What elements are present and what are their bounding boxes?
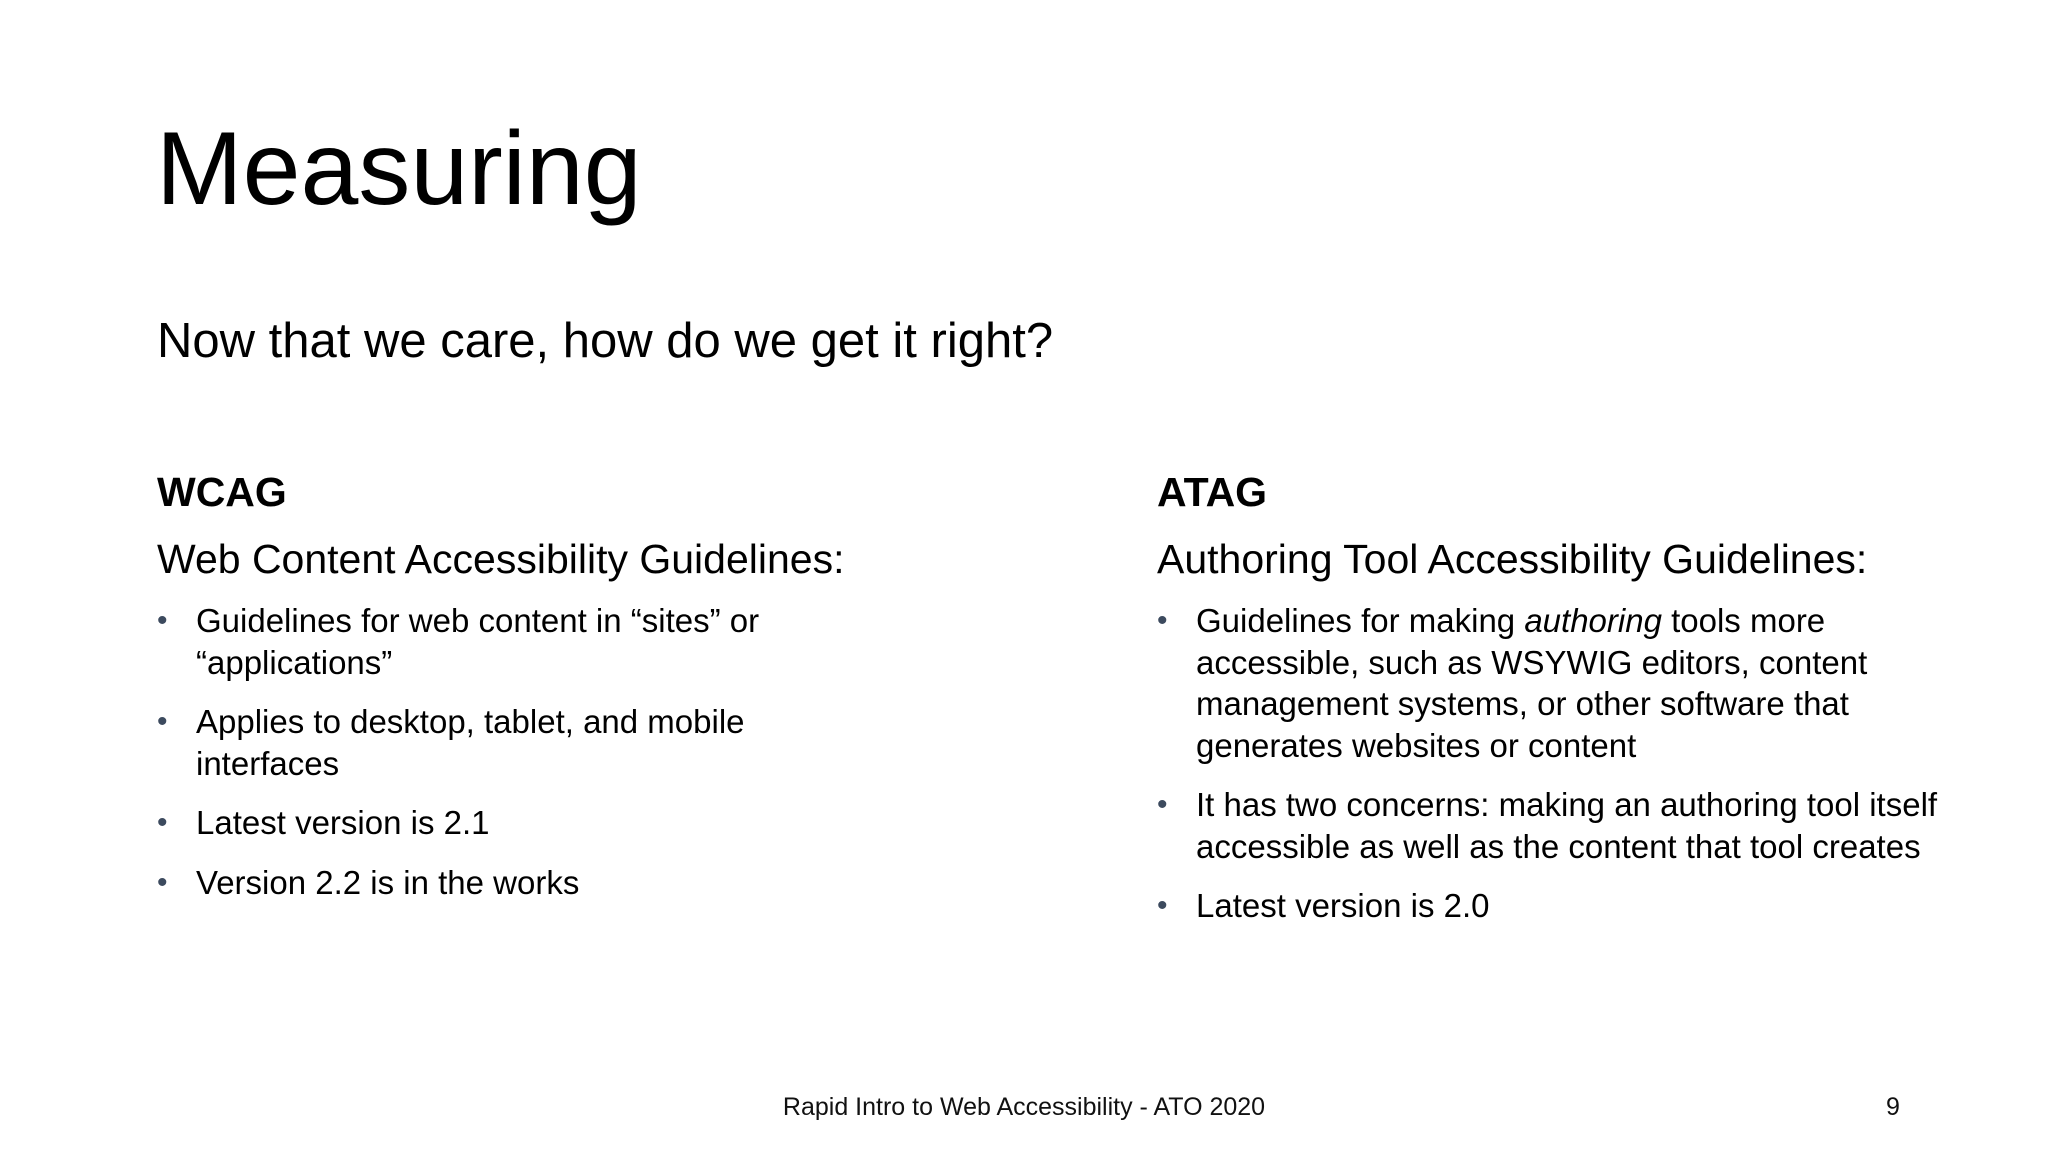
slide-footer: Rapid Intro to Web Accessibility - ATO 2020	[782, 1093, 1266, 1121]
page-number: 9	[1886, 1093, 1900, 1121]
bullet-text	[1196, 600, 1996, 766]
bullet-icon: •	[1157, 889, 1168, 923]
bullet-text: Latest version is 2.1	[196, 804, 490, 842]
list-item	[1157, 784, 1997, 867]
wcag-intro: Web Content Accessibility Guidelines:	[157, 536, 845, 583]
list-item	[1157, 885, 1997, 927]
slide-subtitle: Now that we care, how do we get it right?	[157, 314, 1054, 368]
wcag-bullet-list	[157, 600, 1027, 903]
bullet-text: Latest version is 2.0	[1196, 887, 1490, 925]
list-item	[157, 600, 1027, 683]
bullet-text: Applies to desktop, tablet, and mobile interfaces	[196, 703, 745, 782]
list-item	[157, 862, 1027, 904]
bullet-text: It has two concerns: making an authoring tool itself accessible as well as the content that tool creates	[1196, 786, 1938, 865]
list-item	[157, 701, 1027, 784]
bullet-icon: •	[1157, 604, 1168, 638]
atag-heading: ATAG	[1157, 469, 1268, 515]
bullet-icon: •	[157, 865, 168, 899]
bullet-text-emphasis: authoring	[1524, 602, 1662, 640]
list-item	[157, 802, 1027, 844]
slide-title: Measuring	[156, 111, 642, 227]
atag-bullet-list	[1157, 600, 1997, 927]
bullet-text-start: Guidelines for making	[1196, 602, 1525, 640]
wcag-heading: WCAG	[157, 469, 287, 515]
bullet-icon: •	[157, 604, 168, 638]
wcag-column	[157, 468, 1027, 921]
bullet-text: Guidelines for web content in “sites” or “applications”	[196, 602, 760, 681]
list-item	[1157, 600, 1997, 766]
bullet-text: Version 2.2 is in the works	[196, 863, 580, 901]
bullet-icon: •	[1157, 788, 1168, 822]
bullet-text-end: tools more accessible, such as WSYWIG editors, content management systems, or other software that generates websites or content	[1196, 602, 1868, 764]
bullet-icon: •	[157, 806, 168, 840]
atag-column	[1157, 468, 1997, 945]
atag-intro: Authoring Tool Accessibility Guidelines:	[1157, 536, 1868, 583]
bullet-icon: •	[157, 705, 168, 739]
